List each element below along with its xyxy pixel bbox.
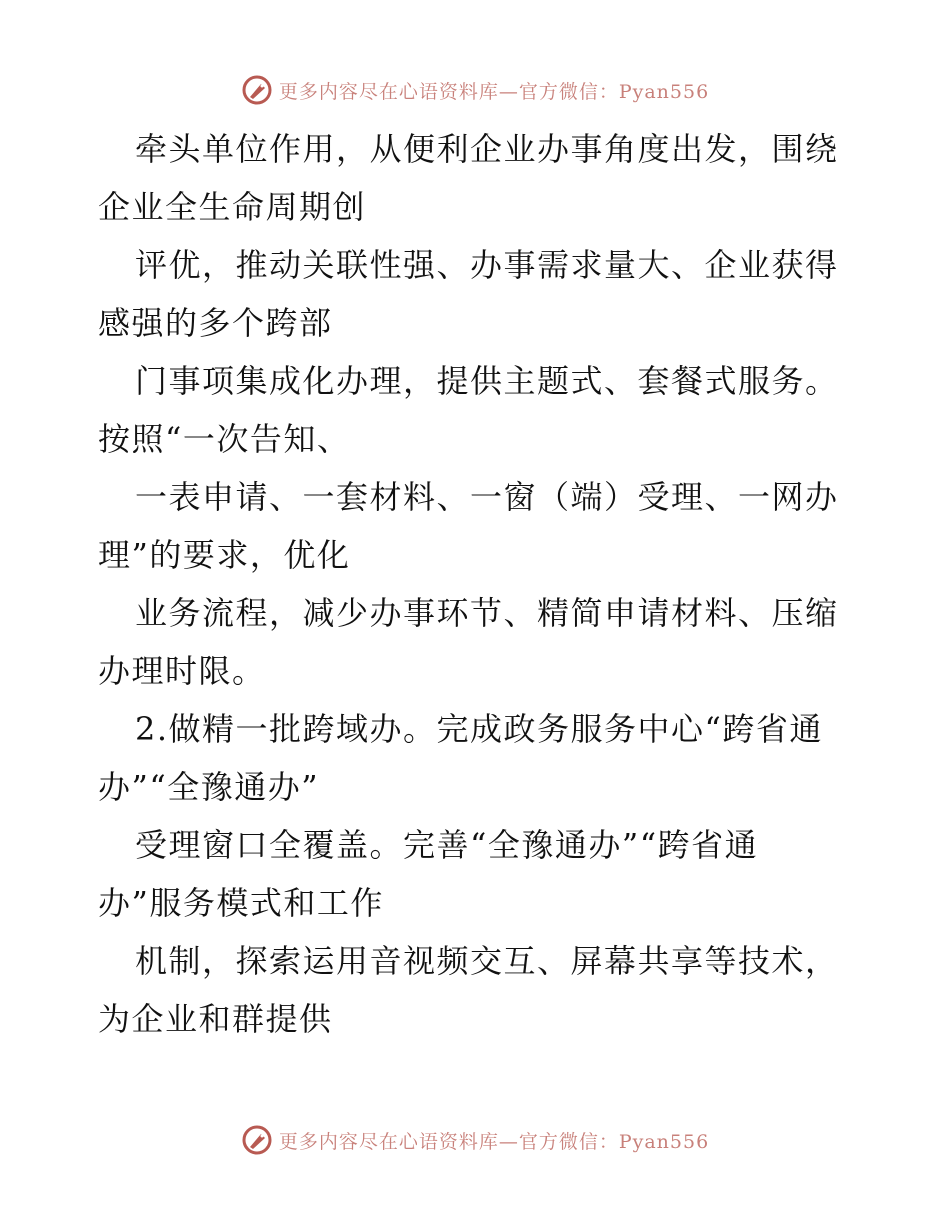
watermark-text: 更多内容尽在心语资料库—官方微信：Pyan556 [278, 80, 710, 103]
pen-nib-logo-icon [241, 74, 273, 106]
text-line: 办”服务模式和工作 [98, 884, 384, 922]
text-line: 一表申请、一套材料、一窗（端）受理、一网办 [135, 478, 839, 516]
text-line: 按照“一次告知、 [98, 420, 351, 458]
document-body [98, 120, 858, 1048]
text-line: 办理时限。 [98, 652, 266, 690]
text-line: 理”的要求，优化 [98, 536, 351, 574]
text-line: 牵头单位作用，从便利企业办事角度出发，围绕 [135, 130, 839, 168]
text-line: 业务流程，减少办事环节、精简申请材料、压缩 [135, 594, 839, 632]
watermark-text: 更多内容尽在心语资料库—官方微信：Pyan556 [278, 1130, 710, 1153]
header-watermark [0, 70, 950, 110]
text-line: 受理窗口全覆盖。完善“全豫通办”“跨省通 [135, 826, 759, 864]
pen-nib-logo-icon [241, 1124, 273, 1156]
text-line: 为企业和群提供 [98, 1000, 333, 1038]
text-line: 办”“全豫通办” [98, 768, 320, 806]
text-line: 门事项集成化办理，提供主题式、套餐式服务。 [135, 362, 839, 400]
text-line: 机制，探索运用音视频交互、屏幕共享等技术， [135, 942, 839, 980]
text-line: 感强的多个跨部 [98, 304, 333, 342]
text-line: 2.做精一批跨域办。完成政务服务中心“跨省通 [135, 710, 823, 748]
footer-watermark [0, 1120, 950, 1160]
text-line: 企业全生命周期创 [98, 188, 367, 226]
text-line: 评优，推动关联性强、办事需求量大、企业获得 [135, 246, 839, 284]
